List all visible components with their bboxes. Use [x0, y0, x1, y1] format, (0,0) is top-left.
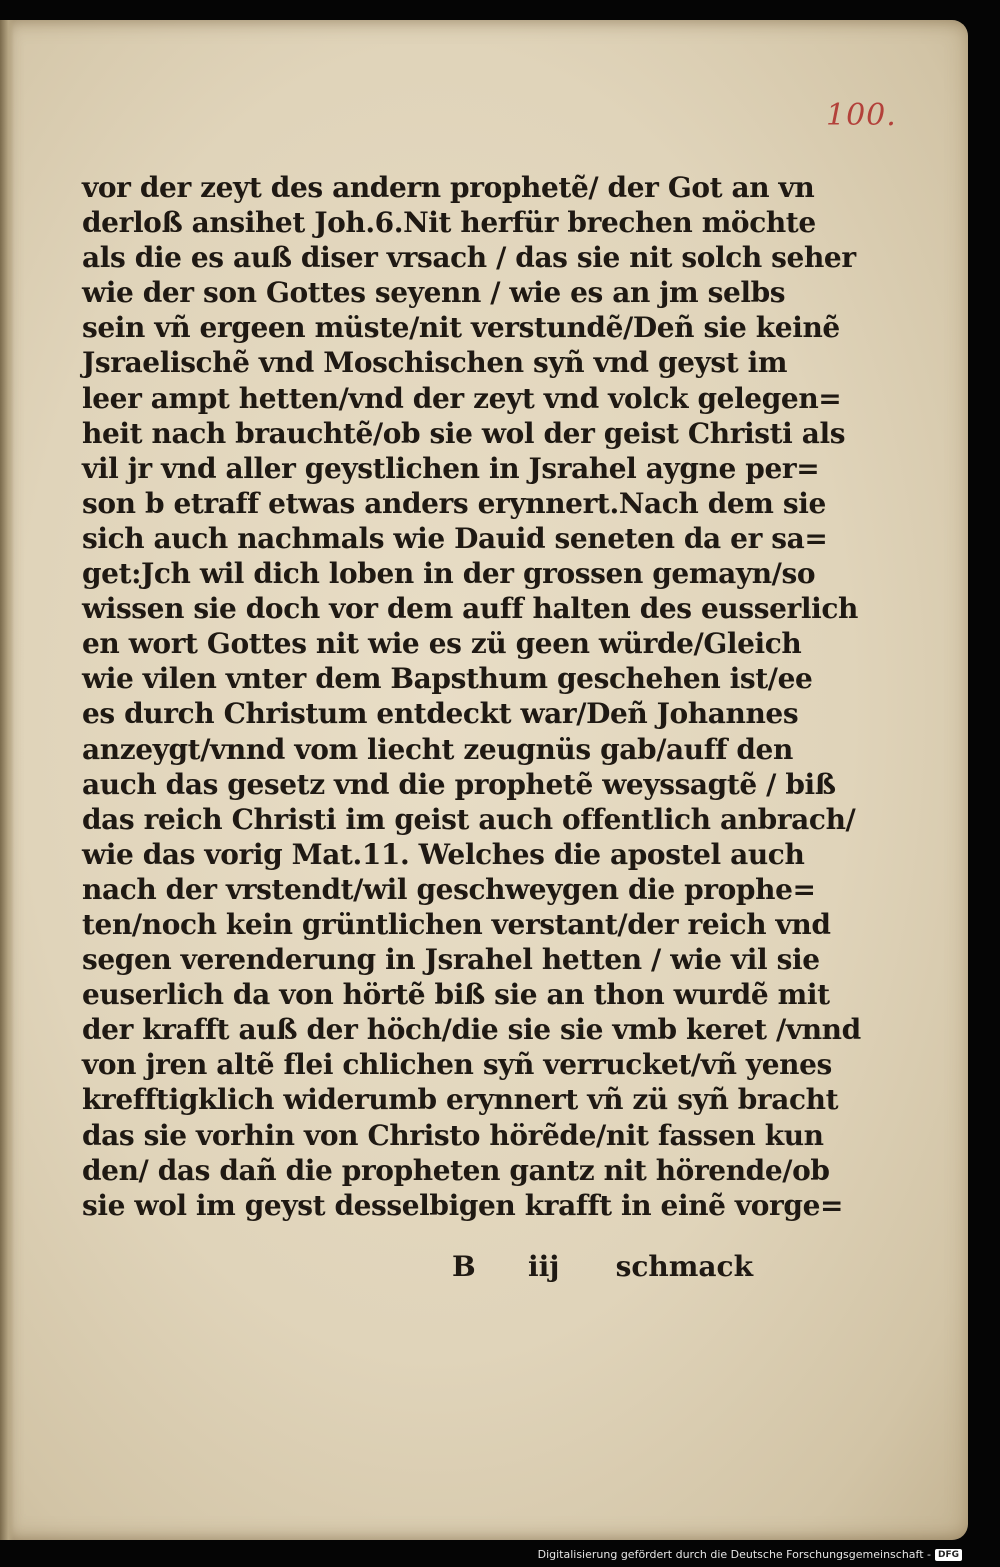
text-line: euserlich da von hörtẽ biß sie an thon wurdẽ mit [82, 978, 830, 1012]
text-line: en wort Gottes nit wie es zü geen würde/Gleich [82, 627, 802, 661]
dfg-logo: DFG [935, 1549, 962, 1561]
text-line: den/ das dañ die propheten gantz nit hörende/ob [82, 1153, 830, 1187]
text-line: wie der son Gottes seyenn / wie es an jm selbs [82, 276, 786, 310]
text-line: vor der zeyt des andern prophetẽ/ der Got an vn [82, 171, 815, 204]
signature-mark: B [452, 1250, 476, 1283]
text-line: nach der vrstendt/wil geschweygen die prophe= [82, 872, 816, 906]
text-line: sich auch nachmals wie Dauid seneten da er sa= [82, 521, 828, 555]
text-line: son b etraff etwas anders erynnert.Nach dem sie [82, 486, 826, 520]
catchword: schmack [615, 1250, 753, 1283]
text-line: wie das vorig Mat.11. Welches die apostel auch [82, 837, 805, 871]
text-line: sein vñ ergeen müste/nit verstundẽ/Deñ sie keinẽ [82, 311, 840, 345]
text-line: leer ampt hetten/vnd der zeyt vnd volck gelegen= [82, 381, 842, 415]
page-number: 100. [826, 98, 897, 133]
book-page [0, 20, 968, 1540]
text-line: krefftigklich widerumb erynnert vñ zü syñ bracht [82, 1083, 839, 1117]
text-line: anzeygt/vnnd vom liecht zeugnüs gab/auff den [82, 732, 793, 766]
text-line: derloß ansihet Joh.6.Nit herfür brechen möchte [82, 206, 816, 240]
digitization-credit [538, 1548, 962, 1561]
text-line: das reich Christi im geist auch offentlich anbrach/ [82, 802, 856, 836]
text-line: segen verenderung in Jsrahel hetten / wie vil sie [82, 943, 820, 977]
text-line: get:Jch wil dich loben in der grossen gemayn/so [82, 557, 816, 591]
text-line: auch das gesetz vnd die prophetẽ weyssagtẽ / biß [82, 767, 836, 801]
text-line: wie vilen vnter dem Bapsthum geschehen ist/ee [82, 662, 813, 696]
text-line: als die es auß diser vrsach / das sie nit solch seher [82, 241, 856, 275]
text-line: der krafft auß der höch/die sie sie vmb keret /vnnd [82, 1013, 861, 1047]
text-line: wissen sie doch vor dem auff halten des eusserlich [82, 592, 858, 626]
signature-page: iij [528, 1250, 560, 1283]
text-line: das sie vorhin von Christo hörẽde/nit fassen kun [82, 1118, 824, 1152]
text-line: sie wol im geyst desselbigen krafft in einẽ vorge= [82, 1188, 844, 1222]
body-text [82, 170, 861, 1223]
book-gutter [0, 20, 14, 1540]
page-footer [82, 1250, 757, 1290]
text-line: es durch Christum entdeckt war/Deñ Johannes [82, 697, 799, 731]
text-line: von jren altẽ flei chlichen syñ verrucket/vñ yenes [82, 1048, 832, 1082]
credit-text: Digitalisierung gefördert durch die Deutsche Forschungsgemeinschaft - [537, 1548, 931, 1561]
text-line: heit nach brauchtẽ/ob sie wol der geist Christi als [82, 416, 846, 450]
text-line: ten/noch kein grüntlichen verstant/der reich vnd [82, 907, 831, 941]
text-line: Jsraelischẽ vnd Moschischen syñ vnd geyst im [82, 346, 788, 380]
text-line: vil jr vnd aller geystlichen in Jsrahel aygne per= [82, 451, 820, 485]
